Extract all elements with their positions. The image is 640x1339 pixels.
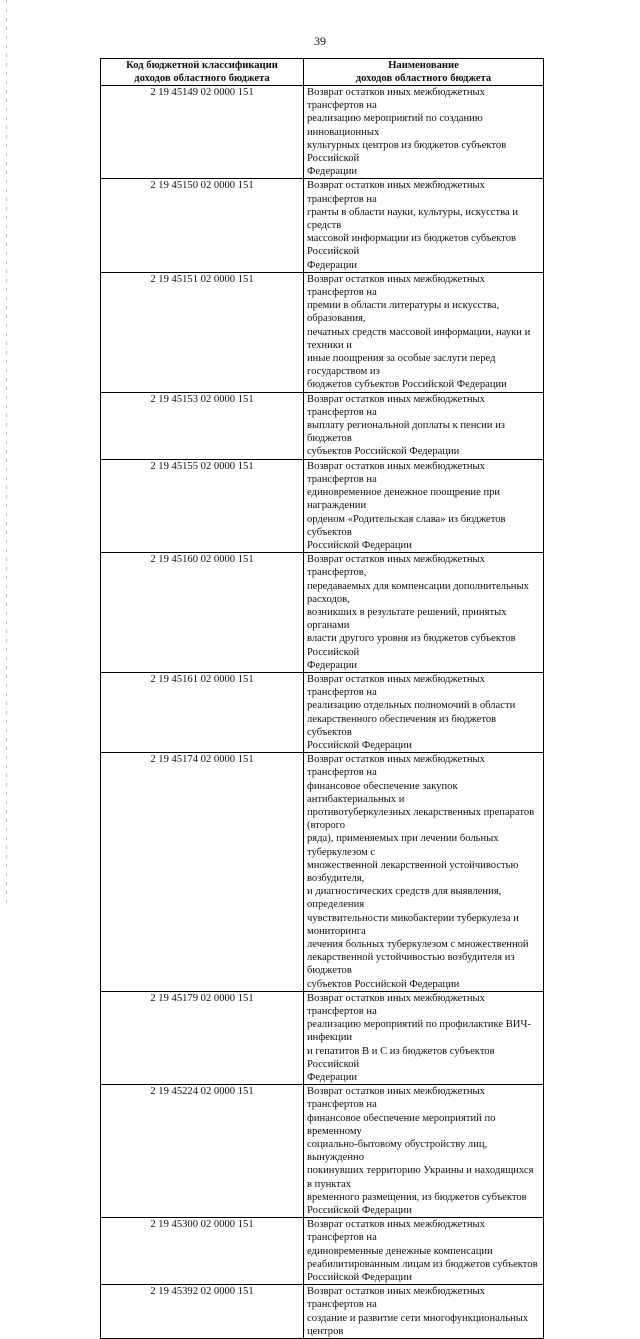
revenue-name-line: лечения больных туберкулезом с множественной [307, 939, 529, 950]
revenue-name-line: множественной лекарственной устойчивостью возбудителя, [307, 859, 519, 884]
revenue-name-line: Возврат остатков иных межбюджетных трансфертов на [307, 180, 485, 205]
revenue-name-line: покинувших территорию Украины и находящихся в пунктах [307, 1165, 534, 1190]
code-header-line: Код бюджетной классификации [126, 60, 278, 71]
table-body [101, 86, 544, 1339]
revenue-name-line: лекарственного обеспечения из бюджетов субъектов [307, 713, 497, 738]
revenue-name-line: Федерации [307, 1072, 358, 1084]
revenue-name-line: Возврат остатков иных межбюджетных трансфертов, [307, 554, 485, 579]
revenue-name-line: иные поощрения за особые заслуги перед государством из [307, 353, 496, 378]
code-header-line: доходов областного бюджета [134, 72, 270, 84]
revenue-name-line: гранты в области науки, культуры, искусства и средств [307, 206, 518, 232]
table-row [101, 86, 544, 179]
table-row [101, 753, 544, 992]
revenue-name-line: и гепатитов В и С из бюджетов субъектов Российской [307, 1045, 495, 1070]
scan-edge-artifact [6, 0, 7, 905]
revenue-name-line: Возврат остатков иных межбюджетных трансфертов на [307, 1219, 485, 1244]
table-row [101, 1218, 544, 1285]
revenue-name-line: Возврат остатков иных межбюджетных трансфертов на [307, 460, 485, 485]
revenue-name-cell [304, 753, 544, 992]
revenue-name-line: реализацию мероприятий по созданию инновационных [307, 113, 483, 138]
name-column-header [304, 59, 544, 86]
revenue-name-line: Возврат остатков иных межбюджетных трансфертов на [307, 87, 485, 112]
revenue-name-line: Федерации [307, 166, 358, 178]
budget-code-cell: 2 19 45150 02 0000 151 [101, 179, 304, 272]
revenue-name-line: реализацию мероприятий по профилактике ВИЧ-инфекции [307, 1019, 531, 1044]
budget-code-cell: 2 19 45153 02 0000 151 [101, 392, 304, 459]
table-row [101, 272, 544, 392]
budget-code-cell: 2 19 45392 02 0000 151 [101, 1285, 304, 1339]
table-row [101, 179, 544, 272]
budget-code-cell: 2 19 45161 02 0000 151 [101, 672, 304, 752]
revenue-name-line: Российской Федерации [307, 1205, 412, 1217]
revenue-name-line: Федерации [307, 659, 358, 671]
revenue-name-cell [304, 179, 544, 272]
revenue-name-line: Возврат остатков иных межбюджетных трансфертов на [307, 393, 485, 418]
revenue-name-cell [304, 1085, 544, 1218]
table-row [101, 1085, 544, 1218]
revenue-name-line: бюджетов субъектов Российской Федерации [307, 379, 507, 391]
revenue-name-cell [304, 86, 544, 179]
table-header-row [101, 59, 544, 86]
budget-code-cell: 2 19 45224 02 0000 151 [101, 1085, 304, 1218]
revenue-name-line: премии в области литературы и искусства, образования, [307, 300, 500, 325]
revenue-name-cell [304, 272, 544, 392]
table-row [101, 991, 544, 1084]
name-header-line: доходов областного бюджета [355, 72, 492, 84]
revenue-name-line: печатных средств массовой информации, науки и техники и [307, 326, 531, 351]
revenue-name-line: реабилитированным лицам из бюджетов субъектов [307, 1258, 538, 1270]
table-row [101, 459, 544, 552]
revenue-name-line: орденом «Родительская слава» из бюджетов субъектов [307, 513, 506, 538]
table-row [101, 392, 544, 459]
table-row [101, 553, 544, 673]
revenue-name-cell [304, 392, 544, 459]
revenue-name-line: временного размещения, из бюджетов субъектов [307, 1191, 527, 1203]
revenue-name-line: Возврат остатков иных межбюджетных трансфертов на [307, 273, 485, 299]
revenue-name-line: передаваемых для компенсации дополнительных расходов, [307, 580, 529, 605]
budget-code-cell: 2 19 45155 02 0000 151 [101, 459, 304, 552]
revenue-name-line: власти другого уровня из бюджетов субъектов Российской [307, 633, 516, 658]
revenue-name-line: реализацию отдельных полномочий в области [307, 700, 516, 712]
revenue-name-line: Возврат остатков иных межбюджетных трансфертов на [307, 1086, 485, 1111]
revenue-name-line: единовременные денежные компенсации [307, 1245, 493, 1257]
revenue-name-line: чувствительности микобактерии туберкулеза и мониторинга [307, 912, 519, 937]
revenue-name-line: финансовое обеспечение закупок антибактериальных и [307, 780, 458, 805]
revenue-name-line: единовременное денежное поощрение при награждении [307, 487, 501, 512]
revenue-name-line: ряда), применяемых при лечении больных туберкулезом с [307, 833, 499, 858]
revenue-name-line: финансовое обеспечение мероприятий по временному [307, 1112, 496, 1137]
budget-code-cell: 2 19 45160 02 0000 151 [101, 553, 304, 673]
revenue-name-line: создание и развитие сети многофункциональных центров [307, 1312, 529, 1337]
revenue-name-cell [304, 553, 544, 673]
revenue-name-cell [304, 459, 544, 552]
revenue-name-line: и диагностических средств для выявления, определения [307, 886, 502, 911]
revenue-name-line: противотуберкулезных лекарственных препаратов (второго [307, 806, 535, 832]
revenue-name-cell [304, 1285, 544, 1339]
revenue-name-cell [304, 991, 544, 1084]
revenue-name-line: культурных центров из бюджетов субъектов Российской [307, 139, 507, 165]
revenue-name-line: Российской Федерации [307, 739, 412, 751]
name-header-line: Наименование [388, 60, 459, 71]
budget-code-cell: 2 19 45179 02 0000 151 [101, 991, 304, 1084]
budget-code-cell: 2 19 45149 02 0000 151 [101, 86, 304, 179]
code-column-header [101, 59, 304, 86]
revenue-name-line: субъектов Российской Федерации [307, 978, 460, 990]
table-row [101, 672, 544, 752]
revenue-name-cell [304, 1218, 544, 1285]
budget-revenue-table [100, 58, 544, 1339]
revenue-name-line: субъектов Российской Федерации [307, 446, 460, 458]
revenue-name-line: лекарственной устойчивостью возбудителя из бюджетов [307, 952, 515, 977]
revenue-name-line: Возврат остатков иных межбюджетных трансфертов на [307, 673, 485, 699]
page-number: 39 [314, 34, 326, 48]
revenue-name-cell [304, 672, 544, 752]
revenue-name-line: социально-бытовому обустройству лиц, вынужденно [307, 1139, 488, 1164]
revenue-name-line: возникших в результате решений, принятых органами [307, 606, 507, 632]
revenue-name-line: Российской Федерации [307, 1272, 412, 1284]
revenue-name-line: Российской Федерации [307, 539, 412, 551]
revenue-name-line: Возврат остатков иных межбюджетных трансфертов на [307, 754, 485, 779]
budget-code-cell: 2 19 45300 02 0000 151 [101, 1218, 304, 1285]
revenue-name-line: Возврат остатков иных межбюджетных трансфертов на [307, 1286, 485, 1311]
revenue-name-line: выплату региональной доплаты к пенсии из бюджетов [307, 420, 505, 445]
revenue-name-line: Федерации [307, 259, 358, 271]
budget-code-cell: 2 19 45151 02 0000 151 [101, 272, 304, 392]
budget-code-cell: 2 19 45174 02 0000 151 [101, 753, 304, 992]
revenue-name-line: Возврат остатков иных межбюджетных трансфертов на [307, 992, 485, 1018]
revenue-name-line: массовой информации из бюджетов субъектов Российской [307, 233, 517, 258]
table-row [101, 1285, 544, 1339]
